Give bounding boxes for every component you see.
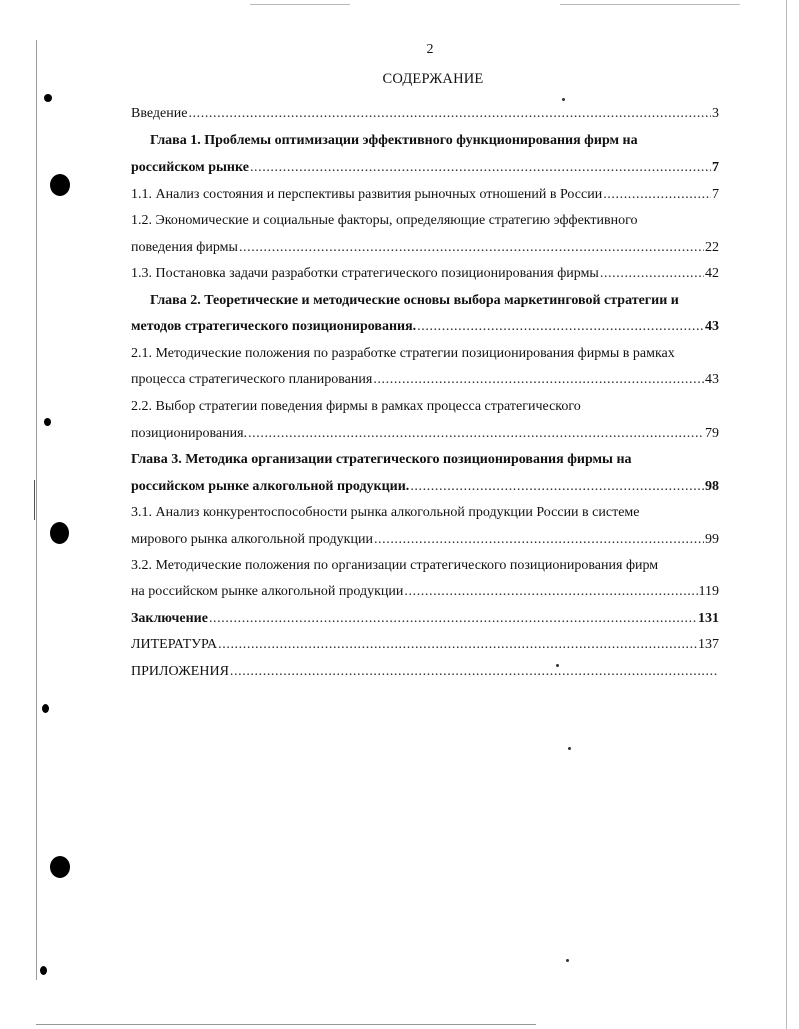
scan-edge-line: [36, 1024, 536, 1025]
toc-entry-section-1-3: [131, 264, 719, 284]
toc-page-number: 43: [705, 319, 719, 334]
toc-entry-conclusion: [131, 609, 719, 629]
scan-edge-line: [786, 0, 787, 1029]
scan-speck: [568, 747, 571, 750]
toc-entry-text: процесса стратегического планирования: [131, 372, 373, 387]
scan-edge-line: [250, 4, 350, 5]
toc-entry-section-1-2: [131, 238, 719, 258]
leader-dots: [600, 264, 704, 284]
leader-dots: [417, 317, 704, 337]
toc-entry-introduction: [131, 104, 719, 124]
punch-hole-mark: [50, 174, 70, 196]
punch-hole-mark: [42, 704, 49, 713]
punch-hole-mark: [44, 94, 52, 102]
toc-page-number: 42: [705, 266, 719, 281]
toc-page-number: 98: [705, 479, 719, 494]
toc-entry-text: 1.1. Анализ состояния и перспективы развития рыночных отношений в России: [131, 187, 603, 202]
leader-dots: [218, 635, 697, 655]
toc-entry-section-3-1: [131, 530, 719, 550]
toc-entry-section-2-2: [131, 424, 719, 444]
toc-entry-section-3-2-line1: 3.2. Методические положения по организации стратегического позиционирования фирм: [131, 558, 659, 573]
leader-dots: [239, 238, 704, 258]
toc-page-number: 131: [698, 611, 719, 626]
scan-speck: [566, 959, 569, 962]
leader-dots: [374, 530, 704, 550]
toc-entry-section-3-2: [131, 582, 719, 602]
toc-entry-text: поведения фирмы: [131, 240, 238, 255]
toc-entry-text: Введение: [131, 106, 188, 121]
leader-dots: [188, 104, 711, 124]
scan-speck: [562, 98, 565, 101]
toc-entry-appendices: [131, 662, 719, 682]
toc-entry-chapter-1: [131, 158, 719, 178]
toc-entry-chapter-1-line1: Глава 1. Проблемы оптимизации эффективного функционирования фирм на: [150, 133, 638, 148]
toc-entry-text: 1.3. Постановка задачи разработки стратегического позиционирования фирмы: [131, 266, 599, 281]
leader-dots: [410, 477, 704, 497]
toc-entry-text: на российском рынке алкогольной продукции: [131, 584, 404, 599]
toc-page-number: 119: [698, 584, 719, 599]
toc-page-number: 7: [712, 187, 719, 202]
toc-entry-section-2-2-line1: 2.2. Выбор стратегии поведения фирмы в рамках процесса стратегического: [131, 399, 581, 414]
toc-page-number: 99: [705, 532, 719, 547]
toc-entry-section-1-1: [131, 185, 719, 205]
toc-entry-text: российском рынке: [131, 160, 249, 175]
toc-entry-text: российском рынке алкогольной продукции.: [131, 479, 410, 494]
toc-entry-text: методов стратегического позиционирования.: [131, 319, 417, 334]
toc-entry-literature: [131, 635, 719, 655]
leader-dots: [250, 158, 711, 178]
toc-entry-text: ЛИТЕРАТУРА: [131, 637, 218, 652]
toc-entry-section-3-1-line1: 3.1. Анализ конкурентоспособности рынка алкогольной продукции России в системе: [131, 505, 640, 520]
leader-dots: [404, 582, 697, 602]
scan-edge-line: [36, 40, 37, 980]
leader-dots: [373, 370, 704, 390]
leader-dots: [248, 424, 704, 444]
toc-page-number: 137: [698, 637, 719, 652]
toc-page-number: 3: [712, 106, 719, 121]
scan-edge-line: [560, 4, 740, 5]
toc-page-number: 7: [712, 160, 719, 175]
scan-edge-line: [34, 480, 35, 520]
punch-hole-mark: [50, 856, 70, 878]
toc-page-number: 43: [705, 372, 719, 387]
toc-entry-chapter-2: [131, 317, 719, 337]
page-number: 2: [426, 42, 434, 57]
toc-entry-section-2-1-line1: 2.1. Методические положения по разработке стратегии позиционирования фирмы в рамках: [131, 346, 675, 361]
toc-entry-chapter-3-line1: Глава 3. Методика организации стратегического позиционирования фирмы на: [131, 452, 632, 467]
toc-page-number: 22: [705, 240, 719, 255]
toc-entry-text: Заключение: [131, 611, 208, 626]
toc-entry-chapter-2-line1: Глава 2. Теоретические и методические основы выбора маркетинговой стратегии и: [150, 293, 679, 308]
punch-hole-mark: [50, 522, 69, 544]
punch-hole-mark: [44, 418, 51, 426]
toc-entry-text: мирового рынка алкогольной продукции: [131, 532, 373, 547]
toc-entry-section-1-2-line1: 1.2. Экономические и социальные факторы, определяющие стратегию эффективного: [131, 213, 638, 228]
scan-speck: [556, 664, 559, 667]
toc-entry-text: ПРИЛОЖЕНИЯ: [131, 664, 229, 679]
toc-page-number: 79: [705, 426, 719, 441]
punch-hole-mark: [40, 966, 47, 975]
toc-entry-section-2-1: [131, 370, 719, 390]
toc-entry-chapter-3: [131, 477, 719, 497]
page-title: СОДЕРЖАНИЕ: [382, 71, 484, 87]
leader-dots: [603, 185, 711, 205]
leader-dots: [230, 662, 718, 682]
leader-dots: [209, 609, 697, 629]
toc-entry-text: позиционирования.: [131, 426, 248, 441]
